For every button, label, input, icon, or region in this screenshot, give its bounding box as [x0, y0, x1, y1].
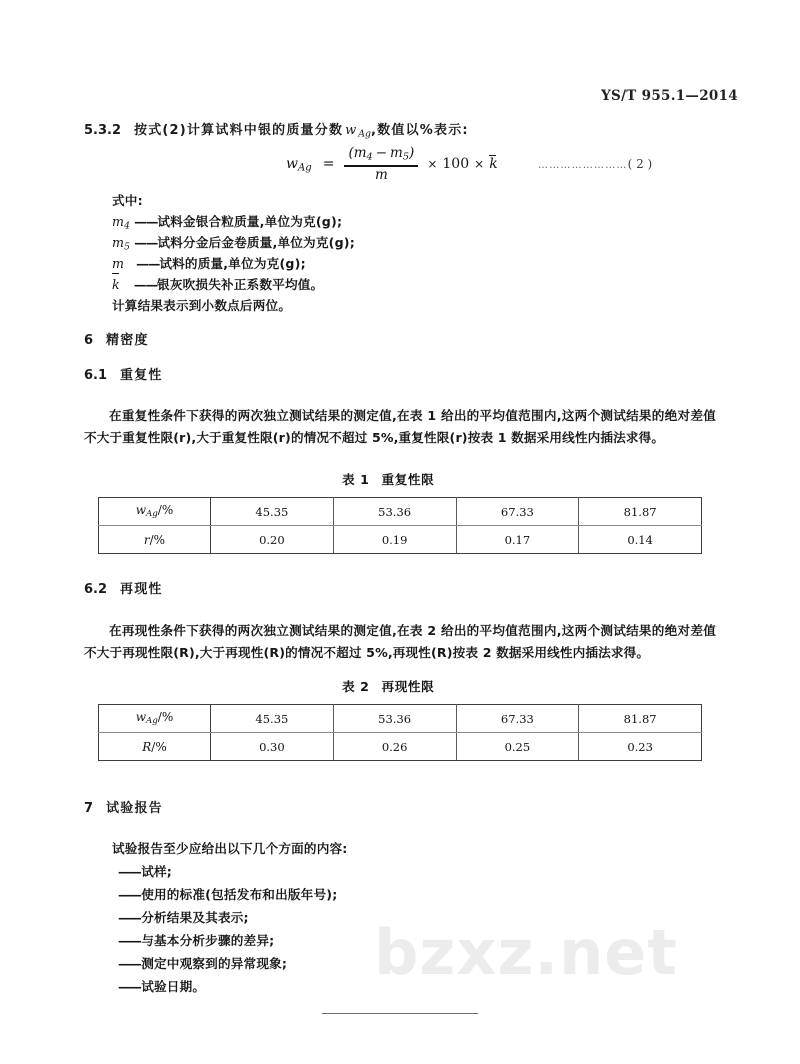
watermark-bzxz: bzxz.net	[374, 916, 678, 989]
list-item-label: 分析结果及其表示;	[141, 910, 249, 925]
formula-leader-dots: ……………………	[538, 160, 628, 171]
table-2-row-1-label	[99, 733, 211, 761]
where-item-kbar-symbol: k	[112, 274, 120, 295]
list-item-dash: ——	[118, 956, 141, 971]
formula-m4: m	[353, 145, 367, 161]
table-1-cell-0-0: 45.35	[211, 498, 334, 526]
formula-hundred: 100	[442, 156, 470, 173]
table-2-row-1-symbol: R	[142, 739, 152, 754]
where-item-m4-dash: ——	[134, 214, 158, 229]
table-1-caption	[342, 469, 434, 488]
clause-6-1-paragraph: 在重复性条件下获得的两次独立测试结果的测定值,在表 1 给出的平均值范围内,这两个测试结果的绝对差值不大于重复性限(r),大于重复性限(r)的情况不超过 5%,重复性限(r)按表 1 数据采用线性内插法求得。	[84, 408, 716, 445]
clause-6-2-heading	[84, 578, 163, 597]
table-1	[98, 497, 702, 554]
list-item-label: 与基本分析步骤的差异;	[141, 933, 275, 948]
table-row	[99, 733, 702, 761]
where-item-m5-dash: ——	[134, 235, 158, 250]
formula-lhs-symbol: w	[286, 155, 298, 172]
where-item-m-dash: ——	[136, 256, 160, 271]
clause-5-3-2-symbol: w	[345, 123, 357, 138]
table-1-caption-title: 重复性限	[381, 472, 435, 487]
table-1-row-0-sub: Ag	[146, 509, 158, 520]
table-2-cell-1-0: 0.30	[211, 733, 334, 761]
table-2-caption	[342, 676, 434, 695]
formula-minus: −	[375, 145, 388, 161]
table-1-row-0-label	[99, 498, 211, 526]
table-1-cell-1-2: 0.17	[456, 526, 579, 554]
table-2-row-0-sub: Ag	[146, 716, 158, 727]
where-note: 计算结果表示到小数点后两位。	[112, 298, 292, 313]
table-1-cell-1-3: 0.14	[579, 526, 702, 554]
formula-equation-number: ( 2 )	[627, 157, 653, 171]
table-1-cell-0-2: 67.33	[456, 498, 579, 526]
list-item-dash: ——	[118, 887, 141, 902]
clause-6-1-title: 重复性	[120, 368, 163, 383]
table-2-cell-0-1: 53.36	[333, 705, 456, 733]
clause-6-number: 6	[84, 333, 94, 348]
formula-fraction	[344, 146, 418, 183]
formula-denominator: m	[374, 166, 388, 183]
table-1-cell-0-1: 53.36	[333, 498, 456, 526]
list-item-dash: ——	[118, 864, 141, 879]
list-item	[118, 907, 249, 926]
table-row	[99, 526, 702, 554]
list-item-label: 试验日期。	[141, 979, 206, 994]
table-2-cell-1-2: 0.25	[456, 733, 579, 761]
clause-6-1-number: 6.1	[84, 368, 108, 383]
list-item-label: 使用的标准(包括发布和出版年号);	[141, 887, 338, 902]
clause-5-3-2-number: 5.3.2	[84, 123, 122, 138]
table-2	[98, 704, 702, 761]
table-2-row-0-label	[99, 705, 211, 733]
where-item-m4-sub: 4	[124, 221, 131, 232]
table-2-row-0-symbol: w	[135, 710, 147, 725]
formula-equation-number-group	[538, 157, 652, 171]
formula-numerator: $(m_4 - m_5)$	[348, 145, 415, 163]
table-1-caption-label: 表 1	[342, 472, 370, 487]
list-item	[118, 953, 287, 972]
table-2-cell-0-2: 67.33	[456, 705, 579, 733]
clause-6-2-paragraph: 在再现性条件下获得的两次独立测试结果的测定值,在表 2 给出的平均值范围内,这两个测试结果的绝对差值不大于再现性限(R),大于再现性(R)的情况不超过 5%,再现性(R)按表 2 数据采用线性内插法求得。	[84, 623, 716, 660]
list-item-dash: ——	[118, 910, 141, 925]
table-1-row-0-symbol: w	[135, 503, 147, 518]
where-item-m-text: 试料的质量,单位为克(g);	[159, 256, 306, 271]
clause-6-1-heading	[84, 364, 163, 383]
table-1-row-1-symbol: r	[143, 532, 150, 547]
list-item-dash: ——	[118, 933, 141, 948]
clause-5-3-2-heading	[84, 119, 469, 139]
where-item-m	[112, 253, 306, 274]
formula-lhs-sub: Ag	[297, 162, 312, 174]
page-bottom-rule	[322, 1013, 478, 1014]
list-item-dash: ——	[118, 979, 141, 994]
running-header-standard-number: YS/T 955.1—2014	[601, 88, 738, 104]
where-label: 式中:	[112, 193, 143, 208]
list-item-label: 试样;	[141, 864, 173, 879]
table-2-cell-0-0: 45.35	[211, 705, 334, 733]
where-item-m4-text: 试料金银合粒质量,单位为克(g);	[157, 214, 343, 229]
formula-m5-sub: 5	[402, 151, 410, 163]
clause-7-heading	[84, 797, 163, 816]
table-1-cell-1-0: 0.20	[211, 526, 334, 554]
where-item-m5-text: 试料分金后金卷质量,单位为克(g);	[157, 235, 355, 250]
where-item-m4-symbol: m	[112, 214, 125, 229]
where-item-m-symbol: m	[112, 256, 125, 271]
table-2-caption-title: 再现性限	[381, 679, 435, 694]
formula-k-bar: k	[489, 156, 498, 173]
table-2-cell-0-3: 81.87	[579, 705, 702, 733]
clause-6-heading	[84, 329, 149, 348]
clause-7-number: 7	[84, 801, 94, 816]
table-1-row-1-label	[99, 526, 211, 554]
table-2-caption-label: 表 2	[342, 679, 370, 694]
table-1-cell-0-3: 81.87	[579, 498, 702, 526]
table-1-row-1-unit: /%	[149, 532, 166, 547]
where-item-m5-symbol: m	[112, 235, 125, 250]
clause-5-3-2-text-tail: ,数值以%表示:	[371, 123, 469, 138]
clause-7-title: 试验报告	[106, 801, 163, 816]
clause-7-intro: 试验报告至少应给出以下几个方面的内容:	[112, 841, 348, 856]
list-item	[118, 861, 172, 880]
table-2-cell-1-1: 0.26	[333, 733, 456, 761]
table-2-row-1-unit: /%	[151, 739, 167, 754]
table-2-row-0-unit: /%	[157, 710, 174, 725]
clause-6-title: 精密度	[106, 333, 149, 348]
formula-2	[286, 146, 498, 183]
list-item	[118, 930, 274, 949]
clause-6-2-title: 再现性	[120, 582, 163, 597]
table-1-cell-1-1: 0.19	[333, 526, 456, 554]
table-2-cell-1-3: 0.23	[579, 733, 702, 761]
clause-6-2-number: 6.2	[84, 582, 108, 597]
formula-equals: =	[322, 156, 335, 173]
table-row	[99, 498, 702, 526]
formula-times-1: ×	[427, 157, 438, 172]
where-item-kbar-dash: ——	[133, 277, 158, 292]
list-item	[118, 976, 205, 995]
where-item-m5-sub: 5	[124, 242, 131, 253]
list-item-label: 测定中观察到的异常现象;	[141, 956, 288, 971]
clause-5-3-2-symbol-sub: Ag	[358, 128, 372, 140]
formula-m5: m	[390, 145, 403, 161]
formula-times-2: ×	[474, 157, 485, 172]
list-item	[118, 884, 337, 903]
where-item-kbar	[112, 274, 323, 295]
table-1-row-0-unit: /%	[157, 503, 174, 518]
clause-5-3-2-text: 按式(2)计算试料中银的质量分数	[134, 123, 344, 138]
formula-m4-sub: 4	[366, 151, 373, 163]
where-item-kbar-text: 银灰吹损失补正系数平均值。	[157, 277, 324, 292]
table-row	[99, 705, 702, 733]
